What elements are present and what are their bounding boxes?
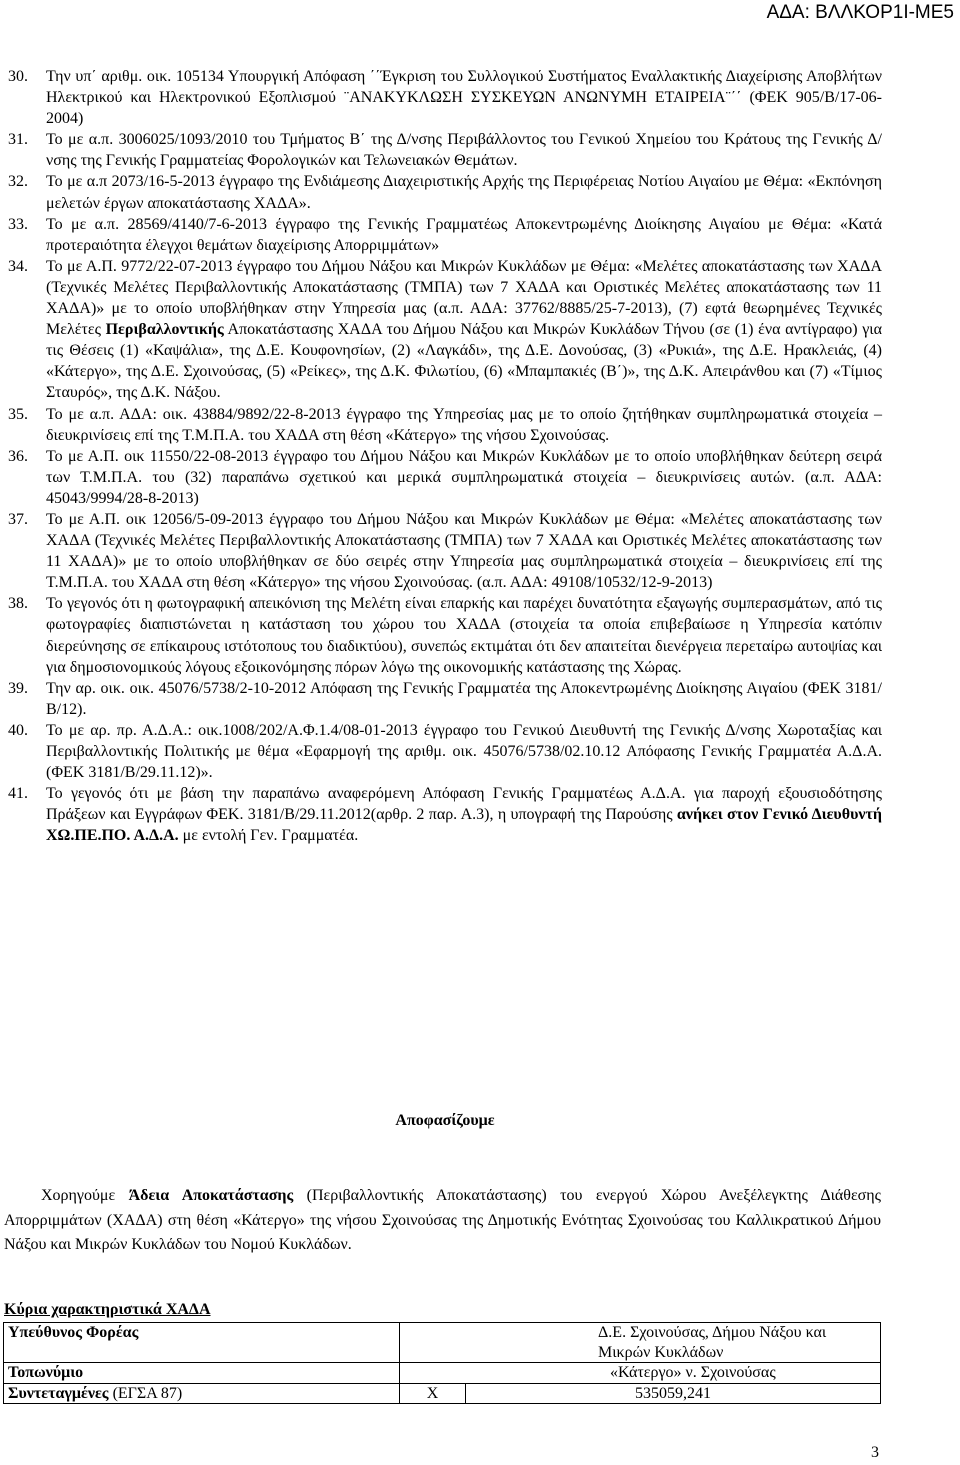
decision-post: (Περιβαλλοντικής Αποκατάστασης) του ενεργού Χώρου Ανεξέλεγκτης Διάθεσης Απορριμμάτων (ΧΑΔΑ) στη θέση «Κάτεργο» της νήσου Σχοινούσας της Δημοτικής Ενότητας Σχοινούσας του Καλλικρατικού Δήμου Νάξου και Μικρών Κυκλάδων του Νομού Κυκλάδων. <box>4 1187 882 1254</box>
decision-permit-type: Άδεια Αποκατάστασης <box>128 1187 294 1204</box>
list-item <box>8 593 882 677</box>
item-text-part: Το με α.π. 3006025/1093/2010 του Τμήματος Β΄ της Δ/νσης Περιβάλλοντος του Γενικού Χημείου του Κράτους της Γενικής Δ/νσης της Γενικής Γραμματείας Φορολογικών και Τελωνειακών Θεμάτων. <box>46 131 882 170</box>
page-number: 3 <box>871 1444 879 1461</box>
item-text <box>46 678 882 720</box>
numbered-items-list <box>8 66 882 846</box>
coordinates-label-cell <box>4 1383 400 1404</box>
decision-paragraph <box>4 1184 881 1258</box>
list-item <box>8 171 882 213</box>
place-name-label: Τοπωνύμιο <box>4 1363 400 1384</box>
item-text <box>46 509 882 593</box>
item-text <box>46 66 882 129</box>
list-item <box>8 129 882 171</box>
item-number: 33. <box>8 215 28 233</box>
item-text-part: Το με Α.Π. οικ 12056/5-09-2013 έγγραφο του Δήμου Νάξου και Μικρών Κυκλάδων με Θέμα: «Μελέτες αποκατάστασης των ΧΑΔΑ (Τεχνικές Μελέτες Περιβαλλοντικής Αποκατάστασης (ΤΜΠΑ) των 7 ΧΑΔΑ και Οριστικές Μελέτες αποκατάστασης των 11 ΧΑΔΑ)» με το οποίο υποβλήθηκαν σε δύο σειρές στην Υπηρεσία μας συμπληρωματικά στοιχεία – διευκρινίσεις επί της Τ.Μ.Π.Α. του ΧΑΔΑ στη θέση «Κάτεργο» της νήσου Σχοινούσας. (α.π. ΑΔΑ: 49108/10532/12-9-2013) <box>46 510 882 592</box>
characteristics-title: Κύρια χαρακτηριστικά ΧΑΔΑ <box>4 1301 211 1318</box>
item-text-part: Το γεγονός ότι η φωτογραφική απεικόνιση της Μελέτη είναι επαρκής και παρέχει δυνατότητα εξαγωγής συμπερασμάτων, από τις φωτογραφίες διαπιστώνεται η κατάσταση του χώρου του ΧΑΔΑ (στοιχεία τα οποία επιβεβαίωσε η Υπηρεσία κατόπιν διερεύνησης σε επίκαιρους ιστότοπους του διαδικτύου), συνεπώς εκτιμάται ότι δεν απαιτείται διενέργεια περεταίρω αυτοψίας και για δημοσιονομικούς λόγους εξοικονόμησης πόρων λόγω της οικονομικής κατάστασης της Χώρας. <box>46 595 882 676</box>
item-number: 32. <box>8 173 28 191</box>
list-item <box>8 509 882 593</box>
list-item <box>8 256 882 404</box>
item-number: 30. <box>8 68 28 85</box>
item-number: 39. <box>8 679 28 697</box>
list-item <box>8 678 882 720</box>
decision-pre: Χορηγούμε <box>41 1187 129 1204</box>
item-text-part: Το με α.π 2073/16-5-2013 έγγραφο της Ενδιάμεσης Διαχειριστικής Αρχής της Περιφέρειας Νοτίου Αιγαίου με Θέμα: «Εκπόνηση μελετών έργων αποκατάστασης ΧΑΔΑ». <box>46 173 882 212</box>
item-text <box>46 171 882 213</box>
item-text-part: Το με α.π. ΑΔΑ: οικ. 43884/9892/22-8-2013 έγγραφο της Υπηρεσίας μας με το οποίο ζητήθηκαν συμπληρωματικά στοιχεία – διευκρινίσεις επί της Τ.Μ.Π.Α. του ΧΑΔΑ στη θέση «Κάτεργο» της νήσου Σχοινούσας. <box>46 405 882 444</box>
table-row <box>4 1323 881 1363</box>
item-text-part: Το με αρ. πρ. Α.Δ.Α.: οικ.1008/202/Α.Φ.1.4/08-01-2013 έγγραφο του Γενικού Διευθυντή της Γενικής Δ/νσης Χωροταξίας και Περιβαλλοντικής Πολιτικής με θέμα «Εφαρμογή της αριθμ. οικ. 45076/5738/02.10.12 Απόφασης Γενικής Γραμματέα Α.Δ.Α. (ΦΕΚ 3181/Β/29.11.12)». <box>46 721 882 782</box>
item-text <box>46 214 882 256</box>
item-text <box>46 783 882 846</box>
item-number: 35. <box>8 405 28 423</box>
list-item <box>8 404 882 446</box>
list-item <box>8 783 882 846</box>
item-text <box>46 404 882 446</box>
coordinate-x-label: Χ <box>400 1383 466 1404</box>
item-text-part: Το με Α.Π. 9772/22-07-2013 έγγραφο του Δήμου Νάξου και Μικρών Κυκλάδων με Θέμα: «Μελέτες αποκατάστασης των ΧΑΔΑ (Τεχνικές Μελέτες Περιβαλλοντικής Αποκατάστασης (ΤΜΠΑ) των 7 ΧΑΔΑ και Οριστικές Μελέτες αποκατάστασης των 11 ΧΑΔΑ)» με το οποίο υποβλήθηκαν στην Υπηρεσία μας (α.π. ΑΔΑ: 37762/8885/25-7-2013), (7) εφτά θεωρημένες Τεχνικές Μελέτες <box>46 257 882 339</box>
list-item <box>8 214 882 256</box>
list-item <box>8 446 882 509</box>
place-name-value: «Κάτεργο» ν. Σχοινούσας <box>400 1363 881 1384</box>
item-text <box>46 256 882 404</box>
item-text <box>46 720 882 783</box>
coordinates-label: Συντεταγμένες <box>8 1384 109 1402</box>
item-text <box>46 446 882 509</box>
item-text-part: Το με Α.Π. οικ 11550/22-08-2013 έγγραφο του Δήμου Νάξου και Μικρών Κυκλάδων με το οποίο υποβλήθηκαν δεύτερη σειρά των Τ.Μ.Π.Α. του (32) παραπάνω σχετικού και μερικά συμπληρωματικά στοιχεία – διευκρινίσεις αυτών. (α.π. ΑΔΑ: 45043/9994/28-8-2013) <box>46 447 882 507</box>
item-text-part: Την αρ. οικ. οικ. 45076/5738/2-10-2012 Απόφαση της Γενικής Γραμματέα της Αποκεντρωμένης Διοίκησης Αιγαίου (ΦΕΚ 3181/Β/12). <box>46 679 882 718</box>
item-text-part: με εντολή Γεν. Γραμματέα. <box>178 827 359 845</box>
item-number: 37. <box>8 510 28 528</box>
ada-code: ΑΔΑ: ΒΛΛΚΟΡ1Ι-ΜΕ5 <box>766 2 954 23</box>
table-row <box>4 1383 881 1404</box>
responsible-body-label: Υπεύθυνος Φορέας <box>4 1323 400 1363</box>
coordinates-datum: (ΕΓΣΑ 87) <box>108 1384 183 1402</box>
item-number: 41. <box>8 785 28 803</box>
item-text-part: Το με α.π. 28569/4140/7-6-2013 έγγραφο της Γενικής Γραμματέως Αποκεντρωμένης Διοίκησης Αιγαίου με Θέμα: «Κατά προτεραιότητα έλεγχοι θεμάτων διαχείρισης Απορριμμάτων» <box>46 215 882 254</box>
item-text-part: Την υπ΄ αριθμ. οικ. 105134 Υπουργική Απόφαση ΄΄Έγκριση του Συλλογικού Συστήματος Εναλλακτικής Διαχείρισης Αποβλήτων Ηλεκτρικού και Ηλεκτρονικού Εξοπλισμού ¨ΑΝΑΚΥΚΛΩΣΗ ΣΥΣΚΕΥΩΝ ΑΝΩΝΥΜΗ ΕΤΑΙΡΕΙΑ¨΄΄ (ΦΕΚ 905/Β/17-06-2004) <box>46 68 882 128</box>
item-number: 40. <box>8 721 28 739</box>
item-text <box>46 593 882 677</box>
item-text-part: Αποκατάστασης ΧΑΔΑ του Δήμου Νάξου και Μικρών Κυκλάδων Τήνου (σε (1) ένα αντίγραφο) για τις Θέσεις (1) «Καψάλια», της Δ.Ε. Κουφονησίων, (2) «Λαγκάδι», της Δ.Ε. Δονούσας, (3) «Ρυκιά», της Δ.Ε. Ηρακλειάς, (4) «Κάτεργο», της Δ.Ε. Σχοινούσας, (5) «Ρείκες», της Δ.Κ. Φιλωτίου, (6) «Μπαμπακιές (Β΄)», της Δ.Κ. Απειράνθου και (7) «Τίμιος Σταυρός», της Δ.Κ. Νάξου. <box>46 321 882 402</box>
responsible-body-value: Δ.Ε. Σχοινούσας, Δήμου Νάξου και Μικρών Κυκλάδων <box>400 1323 881 1363</box>
item-text-part: Το γεγονός ότι με βάση την παραπάνω αναφερόμενη Απόφαση Γενικής Γραμματέως Α.Δ.Α. για παροχή εξουσιοδότησης Πράξεων και Εγγράφων ΦΕΚ. 3181/Β/29.11.2012(αρθρ. 2 παρ. Α.3), η υπογραφή της Παρούσης <box>46 785 882 824</box>
decision-title: Αποφασίζουμε <box>395 1112 495 1129</box>
item-number: 36. <box>8 447 28 465</box>
characteristics-table <box>3 1322 881 1404</box>
list-item <box>8 66 882 129</box>
item-number: 31. <box>8 131 28 149</box>
item-text-bold: Περιβαλλοντικής <box>105 321 224 339</box>
item-text-bold: ανήκει στον Γενικό Διευθυντή ΧΩ.ΠΕ.ΠΟ. Α.Δ.Α. <box>46 806 882 845</box>
table-row <box>4 1363 881 1384</box>
item-number: 34. <box>8 257 28 275</box>
item-text <box>46 129 882 171</box>
list-item <box>8 720 882 783</box>
coordinate-x-value: 535059,241 <box>466 1383 881 1404</box>
item-number: 38. <box>8 595 28 613</box>
